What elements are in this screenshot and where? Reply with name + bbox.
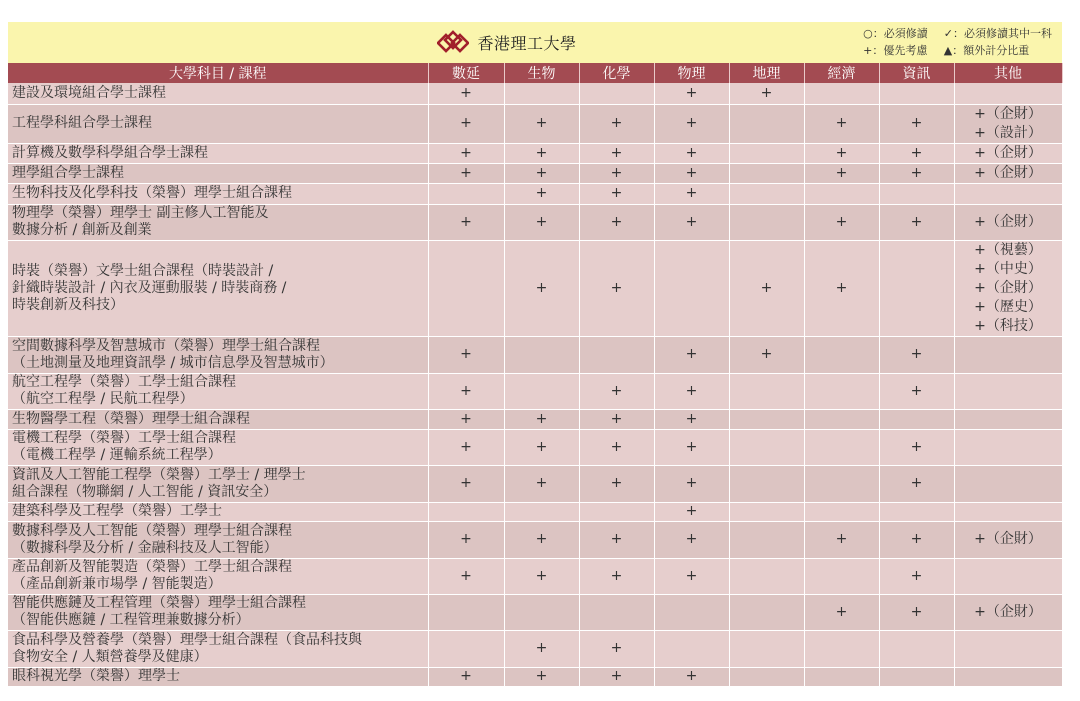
polyu-logo-icon bbox=[437, 30, 469, 56]
subject-mark-cell: + bbox=[804, 204, 879, 240]
subject-mark-cell: + bbox=[579, 373, 654, 409]
subject-mark-cell: + bbox=[804, 240, 879, 336]
subject-mark-cell bbox=[729, 104, 804, 143]
column-header: 物理 bbox=[654, 63, 729, 83]
subject-mark-cell bbox=[428, 630, 504, 667]
subject-mark-cell bbox=[804, 183, 879, 204]
subject-mark-cell: + bbox=[579, 667, 654, 686]
subject-mark-cell bbox=[879, 83, 954, 104]
subject-mark-cell bbox=[954, 667, 1062, 686]
subject-mark-cell bbox=[954, 183, 1062, 204]
subject-mark-cell bbox=[504, 502, 579, 521]
subject-mark-cell: + bbox=[428, 667, 504, 686]
programme-name: 智能供應鏈及工程管理（榮譽）理學士組合課程 （智能供應鏈 / 工程管理兼數據分析） bbox=[8, 594, 428, 630]
subject-mark-cell: + bbox=[879, 465, 954, 502]
subject-mark-cell: + bbox=[579, 240, 654, 336]
subject-mark-cell bbox=[804, 429, 879, 465]
programme-subject-table bbox=[8, 63, 1063, 687]
subject-mark-cell bbox=[579, 336, 654, 373]
programme-name: 數據科學及人工智能（榮譽）理學士組合課程 （數據科學及分析 / 金融科技及人工智能） bbox=[8, 521, 428, 558]
subject-mark-cell bbox=[804, 630, 879, 667]
table-body bbox=[8, 83, 1062, 686]
subject-mark-cell: + bbox=[579, 521, 654, 558]
subject-mark-cell: + bbox=[428, 143, 504, 163]
subject-mark-cell bbox=[804, 667, 879, 686]
table-row bbox=[8, 104, 1062, 143]
subject-mark-cell: + bbox=[654, 429, 729, 465]
table-row bbox=[8, 558, 1062, 594]
subject-mark-cell: + bbox=[504, 521, 579, 558]
subject-mark-cell bbox=[504, 373, 579, 409]
table-row bbox=[8, 83, 1062, 104]
programme-name: 建築科學及工程學（榮譽）工學士 bbox=[8, 502, 428, 521]
subject-mark-cell: + bbox=[504, 240, 579, 336]
subject-mark-cell: + bbox=[879, 104, 954, 143]
subject-mark-cell: + bbox=[804, 143, 879, 163]
subject-mark-cell bbox=[729, 502, 804, 521]
subject-mark-cell: + bbox=[428, 163, 504, 183]
subject-mark-cell bbox=[729, 143, 804, 163]
subject-mark-cell bbox=[954, 630, 1062, 667]
subject-mark-cell bbox=[504, 83, 579, 104]
subject-mark-cell: + bbox=[504, 143, 579, 163]
subject-mark-cell: + bbox=[879, 336, 954, 373]
subject-mark-cell: + bbox=[804, 163, 879, 183]
subject-mark-cell: + bbox=[654, 183, 729, 204]
subject-mark-cell: + bbox=[504, 163, 579, 183]
subject-mark-cell: + bbox=[579, 409, 654, 429]
programme-name: 資訊及人工智能工程學（榮譽）工學士 / 理學士 組合課程（物聯網 / 人工智能 / 資訊安全） bbox=[8, 465, 428, 502]
subject-mark-cell bbox=[729, 204, 804, 240]
subject-mark-cell: + bbox=[729, 240, 804, 336]
table-header-row bbox=[8, 63, 1062, 83]
subject-mark-cell: + bbox=[504, 183, 579, 204]
column-header: 經濟 bbox=[804, 63, 879, 83]
subject-mark-cell: + bbox=[654, 558, 729, 594]
subject-mark-cell: + bbox=[879, 429, 954, 465]
subject-mark-cell bbox=[504, 594, 579, 630]
subject-mark-cell: + bbox=[654, 521, 729, 558]
subject-mark-cell bbox=[579, 83, 654, 104]
subject-mark-cell: + bbox=[504, 429, 579, 465]
table-row bbox=[8, 336, 1062, 373]
subject-mark-cell bbox=[729, 429, 804, 465]
subject-mark-cell bbox=[729, 667, 804, 686]
subject-mark-cell: + bbox=[428, 521, 504, 558]
subject-mark-cell: + bbox=[879, 521, 954, 558]
subject-mark-cell bbox=[579, 502, 654, 521]
subject-mark-cell bbox=[804, 465, 879, 502]
subject-mark-cell bbox=[729, 594, 804, 630]
subject-mark-cell bbox=[579, 594, 654, 630]
table-row bbox=[8, 594, 1062, 630]
subject-mark-cell bbox=[428, 594, 504, 630]
subject-mark-cell: + bbox=[428, 83, 504, 104]
subject-mark-cell bbox=[879, 240, 954, 336]
subject-mark-cell: + bbox=[504, 409, 579, 429]
subject-mark-cell bbox=[804, 373, 879, 409]
subject-mark-cell: + bbox=[504, 630, 579, 667]
subject-mark-cell: + bbox=[579, 630, 654, 667]
column-header: 大學科目 / 課程 bbox=[8, 63, 428, 83]
subject-mark-cell bbox=[879, 409, 954, 429]
column-header: 數延 bbox=[428, 63, 504, 83]
subject-mark-cell bbox=[879, 630, 954, 667]
table-row bbox=[8, 204, 1062, 240]
subject-mark-cell: + bbox=[428, 373, 504, 409]
subject-mark-cell: + bbox=[729, 83, 804, 104]
subject-mark-cell: +（企財） bbox=[954, 163, 1062, 183]
subject-mark-cell: + bbox=[879, 373, 954, 409]
programme-name: 生物醫學工程（榮譽）理學士組合課程 bbox=[8, 409, 428, 429]
subject-mark-cell bbox=[504, 336, 579, 373]
subject-mark-cell bbox=[654, 240, 729, 336]
subject-mark-cell: + bbox=[879, 163, 954, 183]
subject-mark-cell bbox=[428, 502, 504, 521]
subject-mark-cell bbox=[729, 409, 804, 429]
programme-name: 時裝（榮譽）文學士組合課程（時裝設計 / 針織時裝設計 / 內衣及運動服裝 / 時裝商務 / 時裝創新及科技） bbox=[8, 240, 428, 336]
programme-name: 建設及環境組合學士課程 bbox=[8, 83, 428, 104]
subject-mark-cell: + bbox=[804, 594, 879, 630]
table-row bbox=[8, 630, 1062, 667]
programme-table-page bbox=[8, 22, 1062, 687]
legend-item-priority: +：優先考慮 bbox=[863, 44, 928, 57]
programme-name: 生物科技及化學科技（榮譽）理學士組合課程 bbox=[8, 183, 428, 204]
table-row bbox=[8, 373, 1062, 409]
subject-mark-cell bbox=[729, 630, 804, 667]
table-row bbox=[8, 240, 1062, 336]
subject-mark-cell: + bbox=[654, 667, 729, 686]
subject-mark-cell bbox=[804, 502, 879, 521]
programme-name: 空間數據科學及智慧城市（榮譽）理學士組合課程 （土地測量及地理資訊學 / 城市信息學及智慧城市） bbox=[8, 336, 428, 373]
subject-mark-cell: + bbox=[504, 204, 579, 240]
table-row bbox=[8, 465, 1062, 502]
table-row bbox=[8, 409, 1062, 429]
subject-mark-cell bbox=[729, 183, 804, 204]
subject-mark-cell: + bbox=[428, 409, 504, 429]
programme-name: 食品科學及營養學（榮譽）理學士組合課程（食品科技與 食物安全 / 人類營養學及健康） bbox=[8, 630, 428, 667]
subject-mark-cell bbox=[879, 183, 954, 204]
legend-item-must: ○：必須修讀 bbox=[863, 27, 928, 40]
programme-name: 物理學（榮譽）理學士 副主修人工智能及 數據分析 / 創新及創業 bbox=[8, 204, 428, 240]
subject-mark-cell bbox=[954, 409, 1062, 429]
subject-mark-cell: + bbox=[654, 409, 729, 429]
table-row bbox=[8, 183, 1062, 204]
subject-mark-cell: + bbox=[804, 521, 879, 558]
subject-mark-cell: + bbox=[504, 465, 579, 502]
programme-name: 眼科視光學（榮譽）理學士 bbox=[8, 667, 428, 686]
subject-mark-cell: + bbox=[428, 465, 504, 502]
programme-name: 計算機及數學科學組合學士課程 bbox=[8, 143, 428, 163]
subject-mark-cell: + bbox=[579, 163, 654, 183]
subject-mark-cell: + bbox=[428, 558, 504, 594]
table-row bbox=[8, 502, 1062, 521]
subject-mark-cell: + bbox=[654, 143, 729, 163]
subject-mark-cell: +（視藝） +（中史） +（企財） +（歷史） +（科技） bbox=[954, 240, 1062, 336]
subject-mark-cell: + bbox=[879, 143, 954, 163]
programme-name: 航空工程學（榮譽）工學士組合課程 （航空工程學 / 民航工程學） bbox=[8, 373, 428, 409]
subject-mark-cell: + bbox=[504, 667, 579, 686]
subject-mark-cell bbox=[654, 594, 729, 630]
subject-mark-cell bbox=[729, 558, 804, 594]
subject-mark-cell: + bbox=[428, 429, 504, 465]
university-name: 香港理工大學 bbox=[477, 34, 577, 53]
table-row bbox=[8, 667, 1062, 686]
university-logo bbox=[437, 30, 576, 56]
programme-name: 電機工程學（榮譽）工學士組合課程 （電機工程學 / 運輸系統工程學） bbox=[8, 429, 428, 465]
subject-mark-cell bbox=[804, 336, 879, 373]
subject-mark-cell bbox=[729, 163, 804, 183]
subject-mark-cell: + bbox=[428, 104, 504, 143]
subject-mark-cell: + bbox=[579, 429, 654, 465]
subject-mark-cell bbox=[954, 83, 1062, 104]
subject-mark-cell: +（企財） bbox=[954, 594, 1062, 630]
subject-mark-cell: +（企財） bbox=[954, 204, 1062, 240]
column-header: 其他 bbox=[954, 63, 1062, 83]
legend-item-one-of: ✓：必須修讀其中一科 bbox=[943, 27, 1052, 40]
header-banner bbox=[8, 22, 1062, 63]
subject-mark-cell: +（企財） bbox=[954, 521, 1062, 558]
subject-mark-cell bbox=[804, 409, 879, 429]
subject-mark-cell bbox=[954, 502, 1062, 521]
programme-name: 產品創新及智能製造（榮譽）工學士組合課程 （產品創新兼市場學 / 智能製造） bbox=[8, 558, 428, 594]
subject-mark-cell bbox=[954, 429, 1062, 465]
subject-mark-cell: + bbox=[579, 204, 654, 240]
subject-mark-cell: + bbox=[654, 204, 729, 240]
subject-mark-cell: + bbox=[879, 558, 954, 594]
subject-mark-cell: + bbox=[729, 336, 804, 373]
subject-mark-cell bbox=[804, 558, 879, 594]
subject-mark-cell: + bbox=[654, 465, 729, 502]
subject-mark-cell: + bbox=[654, 373, 729, 409]
subject-mark-cell bbox=[879, 667, 954, 686]
legend-item-weighting: ▲：額外計分比重 bbox=[943, 44, 1030, 57]
subject-mark-cell bbox=[729, 373, 804, 409]
column-header: 地理 bbox=[729, 63, 804, 83]
table-row bbox=[8, 163, 1062, 183]
subject-mark-cell bbox=[654, 630, 729, 667]
column-header: 化學 bbox=[579, 63, 654, 83]
column-header: 資訊 bbox=[879, 63, 954, 83]
legend bbox=[863, 25, 1052, 59]
subject-mark-cell: + bbox=[654, 104, 729, 143]
programme-name: 理學組合學士課程 bbox=[8, 163, 428, 183]
table-row bbox=[8, 429, 1062, 465]
subject-mark-cell: + bbox=[504, 104, 579, 143]
subject-mark-cell: + bbox=[879, 204, 954, 240]
subject-mark-cell: + bbox=[879, 594, 954, 630]
subject-mark-cell bbox=[954, 336, 1062, 373]
subject-mark-cell bbox=[879, 502, 954, 521]
subject-mark-cell: + bbox=[579, 183, 654, 204]
programme-name: 工程學科組合學士課程 bbox=[8, 104, 428, 143]
subject-mark-cell: + bbox=[428, 204, 504, 240]
subject-mark-cell: + bbox=[654, 502, 729, 521]
subject-mark-cell bbox=[804, 83, 879, 104]
table-row bbox=[8, 521, 1062, 558]
subject-mark-cell: + bbox=[428, 336, 504, 373]
column-header: 生物 bbox=[504, 63, 579, 83]
subject-mark-cell: + bbox=[654, 336, 729, 373]
subject-mark-cell: + bbox=[579, 558, 654, 594]
subject-mark-cell bbox=[954, 558, 1062, 594]
subject-mark-cell bbox=[954, 373, 1062, 409]
subject-mark-cell: + bbox=[804, 104, 879, 143]
subject-mark-cell: + bbox=[579, 465, 654, 502]
subject-mark-cell: + bbox=[579, 104, 654, 143]
subject-mark-cell: + bbox=[654, 163, 729, 183]
subject-mark-cell: + bbox=[504, 558, 579, 594]
subject-mark-cell: +（企財） +（設計） bbox=[954, 104, 1062, 143]
subject-mark-cell bbox=[428, 240, 504, 336]
subject-mark-cell: + bbox=[579, 143, 654, 163]
subject-mark-cell: + bbox=[654, 83, 729, 104]
subject-mark-cell bbox=[428, 183, 504, 204]
subject-mark-cell: +（企財） bbox=[954, 143, 1062, 163]
subject-mark-cell bbox=[729, 521, 804, 558]
subject-mark-cell bbox=[729, 465, 804, 502]
table-row bbox=[8, 143, 1062, 163]
subject-mark-cell bbox=[954, 465, 1062, 502]
